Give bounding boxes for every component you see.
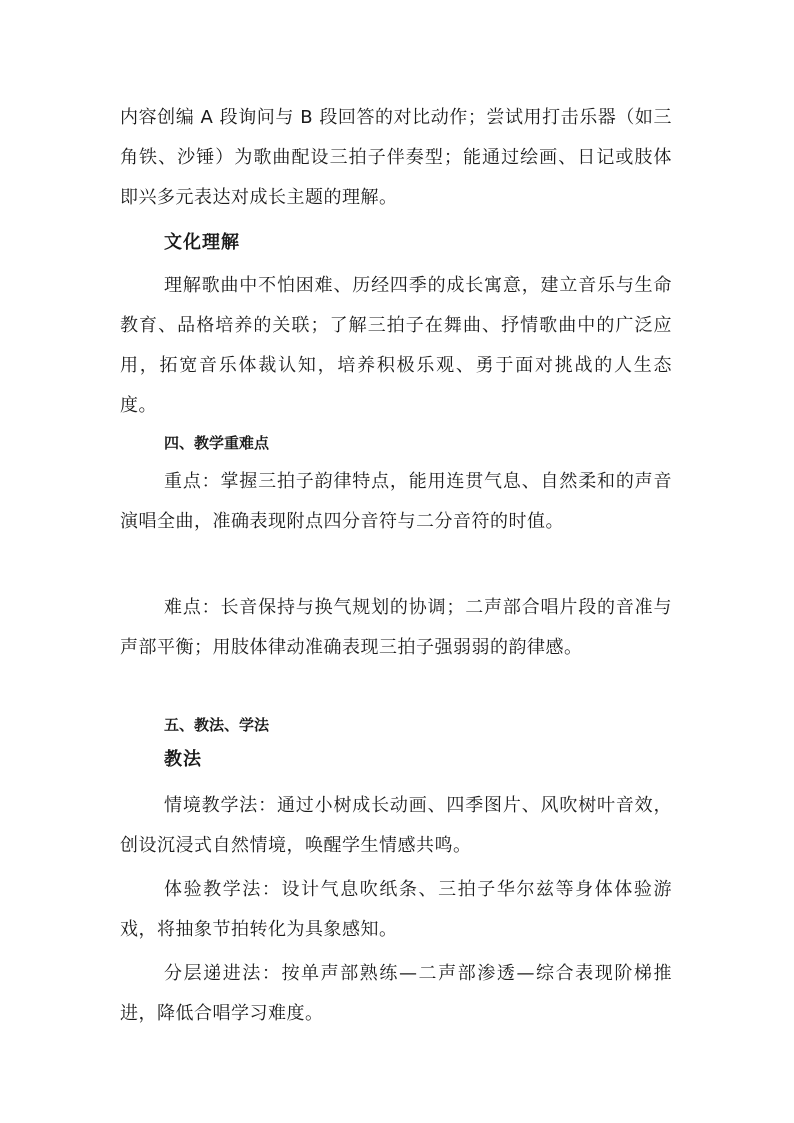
- paragraph-activity-design: 内容创编 A 段询问与 B 段回答的对比动作；尝试用打击乐器（如三角铁、沙锤）为歌曲配设三拍子伴奏型；能通过绘画、日记或肢体即兴多元表达对成长主题的理解。: [120, 107, 672, 208]
- heading-teaching-methods: 五、教法、学法: [164, 716, 270, 734]
- paragraph-key-points: 重点：掌握三拍子韵律特点，能用连贯气息、自然柔和的声音演唱全曲，准确表现附点四分音符与二分音符的时值。: [120, 471, 672, 532]
- subheading-teaching-methods: 教法: [164, 749, 202, 770]
- subheading-cultural-understanding: 文化理解: [164, 232, 240, 253]
- paragraph-difficulties: 难点：长音保持与换气规划的协调；二声部合唱片段的音准与声部平衡；用肢体律动准确表现三拍子强弱弱的韵律感。: [120, 597, 672, 658]
- paragraph-cultural-understanding: 理解歌曲中不怕困难、历经四季的成长寓意，建立音乐与生命教育、品格培养的关联；了解三拍子在舞曲、抒情歌曲中的广泛应用，拓宽音乐体裁认知，培养积极乐观、勇于面对挑战的人生态度。: [120, 275, 672, 416]
- paragraph-situational-method: 情境教学法：通过小树成长动画、四季图片、风吹树叶音效，创设沉浸式自然情境，唤醒学生情感共鸣。: [120, 795, 672, 856]
- paragraph-progressive-method: 分层递进法：按单声部熟练—二声部渗透—综合表现阶梯推进，降低合唱学习难度。: [120, 963, 672, 1024]
- paragraph-experiential-method: 体验教学法：设计气息吹纸条、三拍子华尔兹等身体体验游戏，将抽象节拍转化为具象感知。: [120, 879, 672, 940]
- heading-teaching-key-points: 四、教学重难点: [164, 434, 270, 452]
